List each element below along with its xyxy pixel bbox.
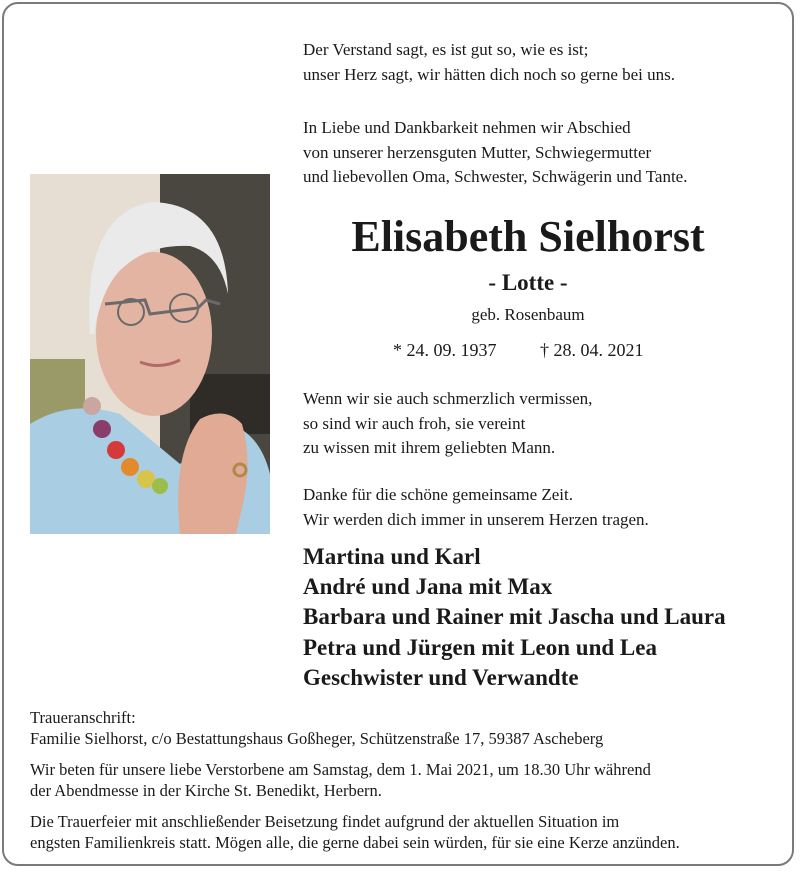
funeral-line: engsten Familienkreis statt. Mögen alle, die gerne dabei sein würden, für sie eine Kerze anzünden. (30, 833, 680, 852)
intro-line: von unserer herzensguten Mutter, Schwiegermutter (303, 142, 652, 162)
verse-line: Wir werden dich immer in unserem Herzen tragen. (303, 509, 649, 529)
birth-name: geb. Rosenbaum (471, 305, 585, 324)
death-date: † 28. 04. 2021 (540, 340, 644, 360)
family-member: Geschwister und Verwandte (303, 664, 579, 690)
funeral-notice (30, 811, 680, 853)
portrait-image (30, 174, 270, 534)
address-label: Traueranschrift: (30, 708, 136, 727)
family-list (303, 542, 726, 693)
quote-line: Der Verstand sagt, es ist gut so, wie es ist; (303, 40, 589, 59)
family-member: Barbara und Rainer mit Jascha und Laura (303, 604, 726, 630)
intro-line: In Liebe und Dankbarkeit nehmen wir Abschied (303, 118, 631, 137)
portrait-photo (30, 174, 270, 534)
family-member: Martina und Karl (303, 544, 481, 569)
verse-one (303, 387, 592, 461)
address-text: Familie Sielhorst, c/o Bestattungshaus Goßheger, Schützenstraße 17, 59387 Ascheberg (30, 729, 604, 748)
verse-line: so sind wir auch froh, sie vereint (303, 413, 526, 433)
birth-date: * 24. 09. 1937 (393, 340, 497, 360)
verse-line: Danke für die schöne gemeinsame Zeit. (303, 485, 574, 504)
quote-line: unser Herz sagt, wir hätten dich noch so gerne bei uns. (303, 64, 675, 84)
mass-notice (30, 759, 651, 801)
mass-line: der Abendmesse in der Kirche St. Benedikt, Herbern. (30, 781, 382, 800)
family-member: Petra und Jürgen mit Leon und Lea (303, 634, 657, 660)
verse-line: zu wissen mit ihrem geliebten Mann. (303, 438, 556, 457)
intro-line: und liebevollen Oma, Schwester, Schwägerin und Tante. (303, 167, 688, 186)
mourning-address (30, 707, 603, 749)
verse-line: Wenn wir sie auch schmerzlich vermissen, (303, 389, 593, 408)
deceased-name: Elisabeth Sielhorst (351, 212, 705, 261)
deceased-nickname: - Lotte - (488, 270, 568, 295)
mass-line: Wir beten für unsere liebe Verstorbene am Samstag, dem 1. Mai 2021, um 18.30 Uhr während (30, 760, 651, 779)
funeral-line: Die Trauerfeier mit anschließender Beisetzung findet aufgrund der aktuellen Situation im (30, 812, 620, 831)
farewell-intro (303, 116, 687, 190)
family-member: André und Jana mit Max (303, 574, 553, 600)
quote (303, 38, 675, 87)
verse-two (303, 483, 649, 532)
